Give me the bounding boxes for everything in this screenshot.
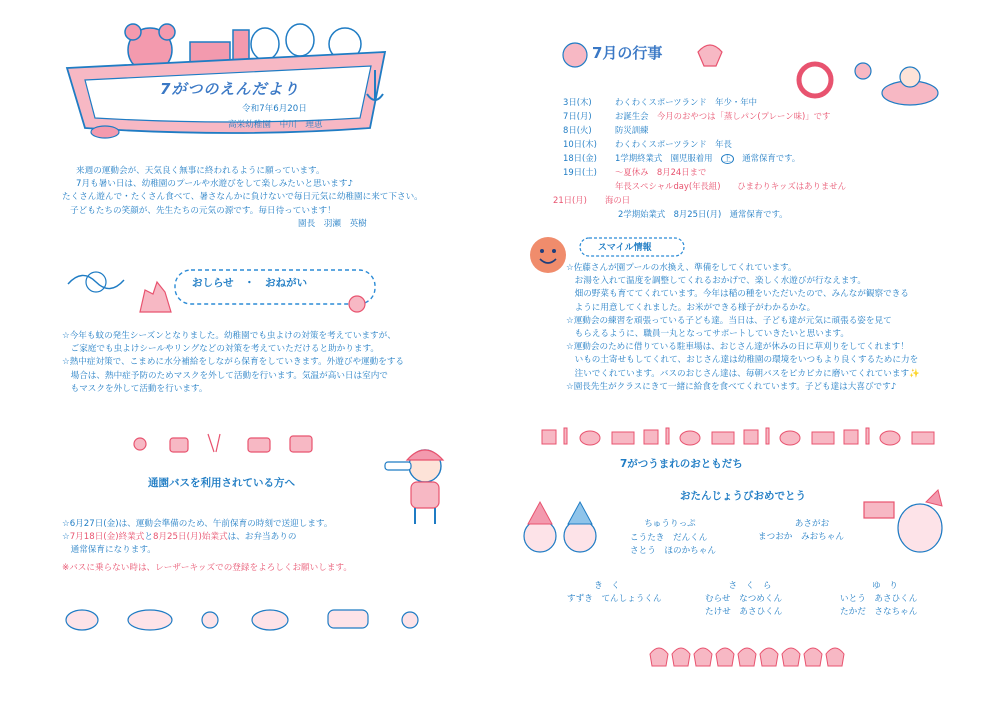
event-text: 防災訓練 — [615, 125, 649, 135]
event-date: 19日(土) — [563, 167, 597, 177]
smile-face-icon — [530, 237, 566, 273]
event-row — [563, 138, 732, 150]
class-tulip — [630, 518, 710, 531]
event-row — [563, 110, 830, 122]
event-row — [563, 166, 706, 178]
notice-line: ☆今年も蚊の発生シーズンとなりました。幼稚園でも虫よけの対策を考えていますが、 — [62, 331, 396, 341]
class-chrysanthemum — [567, 580, 662, 606]
opening-ceremony-date: 8月25日(月)始業式 — [153, 532, 228, 543]
event-row — [563, 152, 800, 165]
class-lily — [840, 580, 930, 620]
principal-signature: 園長 羽瀬 英樹 — [298, 218, 367, 229]
smile-line: 注いでくれています。バスのおじさん達は、毎朝バスをピカピカに磨いてくれています✨ — [566, 368, 920, 379]
bus-line-2-tail: は、お弁当ありの — [227, 532, 297, 543]
uwagi-badge: 上 — [721, 154, 734, 164]
event-text: 2学期始業式 8月25日(月) 通常保育です。 — [618, 209, 788, 219]
event-row — [563, 96, 757, 108]
greeting-line: たくさん遊んで・たくさん食べて、暑さなんかに負けないで毎日元気に幼稚園に来て下さい。 — [62, 192, 423, 203]
gifts-cakes-row — [540, 426, 950, 450]
bird-cake-icon — [860, 488, 950, 558]
event-row — [553, 194, 630, 206]
event-text: わくわくスポーツランド 年長 — [615, 139, 732, 149]
smile-line: お湯を入れて温度を調整してくれるおかげで、楽しく水遊びが行なえます。 — [566, 276, 866, 287]
event-date: 7日(月) — [563, 111, 592, 121]
bus-line-1: ☆6月27日(金)は、運動会準備のため、午前保育の時刻で送迎します。 — [62, 519, 333, 529]
smile-line: ように用意してくれました。お米ができる様子がわかるかな。 — [566, 302, 816, 313]
bus-line-3: 通常保育になります。 — [62, 545, 156, 556]
smile-line: ☆園長先生がクラスにきて一緒に給食を食べてくれています。子ども達は大喜びです♪ — [566, 381, 897, 392]
notice-line: 場合は、熱中症予防のためマスクを外して活動を行います。気温が高い日は室内で — [62, 370, 388, 381]
event-text: 年長スペシャルday(年長組) — [615, 181, 721, 191]
conjunction: と — [144, 532, 153, 543]
class-cherry — [705, 580, 795, 620]
bus-section — [62, 518, 352, 575]
smile-line: ☆佐藤さんが園プールの水換え、準備をしてくれています。 — [566, 263, 797, 273]
event-row — [618, 208, 788, 220]
author-name: 高栄幼稚園 中川 理恵 — [228, 120, 323, 130]
event-text: 1学期終業式 園児服着用 — [615, 153, 713, 163]
event-date: 10日(木) — [563, 139, 597, 149]
class-name: き く — [594, 581, 620, 591]
event-extra: 通常保育です。 — [742, 153, 801, 163]
event-date: 8日(火) — [563, 125, 592, 135]
closing-ceremony-date: 7月18日(金)終業式 — [69, 532, 145, 543]
smile-line: いもの土寄せもしてくれて、おじさん達は幼稚園の環境をいつもより良くするために力を — [566, 355, 919, 366]
cupcake-icon — [648, 640, 848, 670]
event-text: 海の日 — [605, 195, 631, 205]
kid-name: まつおか みおちゃん — [758, 532, 844, 543]
smile-section — [566, 262, 920, 394]
kid-name: すずき てんしょうくん — [567, 594, 662, 605]
notice-line: もマスクを外して活動を行います。 — [62, 383, 208, 394]
kid-name: いとう あさひくん — [840, 594, 918, 605]
event-row — [563, 124, 649, 136]
child-drinking-icon — [375, 440, 465, 530]
kid-name: たかだ さなちゃん — [840, 607, 918, 618]
event-extra: ひまわりキッズはありません — [737, 181, 846, 191]
shaved-ice-icon — [690, 36, 730, 70]
event-row — [563, 180, 846, 192]
kitchen-tools-icon — [130, 428, 330, 458]
greeting-section — [62, 165, 423, 231]
birthday-title: 7がつうまれのおともだち — [620, 458, 743, 470]
event-extra: 今月のおやつは「蒸しパン(プレーン味)」です — [656, 111, 831, 121]
class-name: あさがお — [794, 519, 830, 529]
event-date: 3日(木) — [563, 97, 592, 107]
greeting-line: 来週の運動会が、天気良く無事に終われるように願っています。 — [76, 166, 325, 176]
party-kids-icon — [518, 500, 608, 560]
smile-line: もらえるように、職員一丸となってサポートしていきたいと思います。 — [566, 329, 849, 340]
smile-title: スマイル情報 — [598, 243, 652, 253]
bus-note: ※バスに乗らない時は、レーザーキッズでの登録をよろしくお願いします。 — [62, 562, 352, 573]
bullet: ☆ — [62, 532, 70, 543]
swim-ring-icon — [795, 55, 945, 110]
class-tulip-kids — [630, 532, 716, 558]
kid-name: こうたき だんくん — [630, 533, 708, 543]
event-date: 21日(月) — [553, 195, 587, 205]
event-text: わくわくスポーツランド 年少・年中 — [615, 97, 758, 107]
notice-line: ☆熱中症対策で、こまめに水分補給をしながら保育をしていきます。外遊びや運動をする — [62, 357, 405, 368]
greeting-line: 7月も暑い日は、幼稚園のプールや水遊びをして楽しみたいと思います♪ — [76, 179, 353, 190]
newsletter-title: 7がつのえんだより — [160, 80, 300, 98]
class-name: ゆ り — [872, 581, 898, 591]
event-date: 18日(金) — [563, 153, 597, 163]
kid-name: むらせ なつめくん — [705, 594, 783, 605]
class-name: ちゅうりっぷ — [644, 519, 696, 529]
event-text: お誕生会 — [615, 111, 649, 121]
kid-name: さとう ほのかちゃん — [630, 546, 716, 557]
penguin-icon — [555, 35, 595, 69]
bus-title: 通園バスを利用されている方へ — [148, 477, 295, 489]
class-name: さ く ら — [728, 581, 772, 591]
greeting-line: 子どもたちの笑顔が、先生たちの元気の源です。毎日待っています！ — [70, 205, 336, 216]
notice-section — [62, 330, 404, 396]
issue-date: 令和7年6月20日 — [242, 104, 307, 114]
event-text: ～夏休み 8月24日まで — [615, 167, 707, 177]
kid-name: たけせ あさひくん — [705, 607, 783, 618]
sandcastle-icon — [62, 262, 132, 302]
notice-line: ご家庭でも虫よけシールやリングなどの対策を考えていただけると助かります。 — [62, 344, 379, 355]
events-title: 7月の行事 — [592, 44, 663, 62]
notice-banner — [135, 262, 395, 322]
smile-line: ☆運動会の練習を頑張っている子ども達。当日は、子ども達が元気に頑張る姿を見て — [566, 315, 892, 326]
sea-animals-icon — [60, 600, 450, 640]
smile-line: ☆運動会のために借りている駐車場は、おじさん達が休みの日に草刈りをしてくれます！ — [566, 342, 909, 353]
smile-line: 畑の野菜も育ててくれています。今年は稲の種をいただいたので、みんなが観察できる — [566, 289, 909, 300]
notice-title: おしらせ ・ おねがい — [192, 277, 308, 289]
bus-line-2 — [62, 531, 352, 544]
class-morning-glory — [758, 518, 844, 544]
birthday-subtitle: おたんじょうびおめでとう — [680, 490, 806, 502]
